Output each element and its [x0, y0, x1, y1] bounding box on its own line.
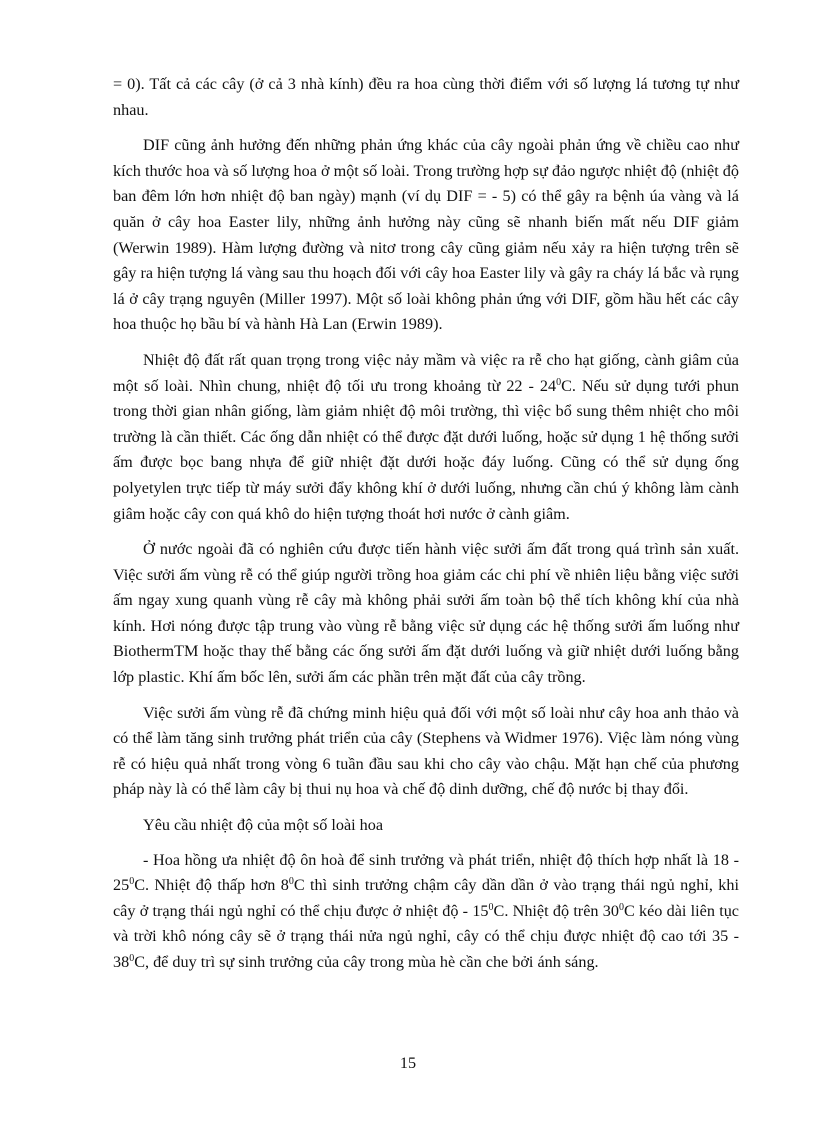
- page-number: 15: [399, 1054, 417, 1072]
- paragraph-continuation: = 0). Tất cả các cây (ở cả 3 nhà kính) đều ra hoa cùng thời điểm với số lượng lá tương tự như nhau.: [113, 75, 739, 119]
- paragraph-root-zone-heating: Việc sưởi ấm vùng rễ đã chứng minh hiệu quả đối với một số loài như cây hoa anh thảo và có thể làm tăng sinh trưởng phát triển của cây (Stephens và Widmer 1976). Việc làm nóng vùng rễ có hiệu quả nhất trong vòng 6 tuần đầu sau khi cho cây vào chậu. Mặt hạn chế của phương pháp này là có thể làm cây bị thui nụ hoa và chế độ dinh dưỡng, chế độ nước bị thay đổi.: [113, 703, 739, 799]
- paragraph-soil-temperature: Nhiệt độ đất rất quan trọng trong việc nảy mầm và việc ra rễ cho hạt giống, cành giâm của một số loài. Nhìn chung, nhiệt độ tối ưu trong khoảng từ $22 - 24^0C$. Nếu sử dụng tưới phun trong thời gian nhân giống, làm giảm nhiệt độ môi trường, thì việc bổ sung thêm nhiệt cho môi trường là cần thiết. Các ống dẫn nhiệt có thể được đặt dưới luống, hoặc sử dụng 1 hệ thống sưởi ấm được bọc bang nhựa để giữ nhiệt đặt dưới hoặc đáy luống. Cũng có thể sử dụng ống polyetylen trực tiếp từ máy sưởi đẩy không khí ở dưới luống, nhưng cần chú ý không làm cành giâm hoặc cây con quá khô do hiện tượng thoát hơi nước ở cành giâm.: [113, 350, 740, 523]
- paragraph-rose-temperature: - Hoa hồng ưa nhiệt độ ôn hoà để sinh trưởng và phát triển, nhiệt độ thích hợp nhất là $18 - 25^0C$. Nhiệt độ thấp hơn $8^0C$ thì sinh trưởng chậm cây dần dần ở vào trạng thái ngủ nghỉ, khi cây ở trạng thái ngủ nghỉ có thể chịu được ở nhiệt độ - $15^0C$. Nhiệt độ trên $30^0C$ kéo dài liên tục và trời khô nóng cây sẽ ở trạng thái nửa ngủ nghỉ, cây có thể chịu được nhiệt độ cao tới $35 - 38^0C$, để duy trì sự sinh trưởng của cây trong mùa hè cần che bởi ánh sáng.: [113, 850, 739, 971]
- document-page: [113, 72, 739, 986]
- paragraph-soil-heating-abroad: Ở nước ngoài đã có nghiên cứu được tiến hành việc sưởi ấm đất trong quá trình sản xuất. Việc sưởi ấm vùng rễ có thể giúp người trồng hoa giảm các chi phí về nhiên liệu bằng việc sưởi ấm ngay xung quanh vùng rễ cây mà không phải sưởi ấm toàn bộ thể tích không khí của nhà kính. Hơi nóng được tập trung vào vùng rễ bằng việc sử dụng các hệ thống sưởi ấm luống như BiothermTM hoặc thay thế bằng các ống sưởi ấm đặt dưới luống và giữ nhiệt dưới luống bằng lớp plastic. Khí ấm bốc lên, sưởi ấm các phần trên mặt đất của cây trồng.: [113, 540, 739, 687]
- paragraph-dif-effects: DIF cũng ảnh hưởng đến những phản ứng khác của cây ngoài phản ứng về chiều cao như kích thước hoa và số lượng hoa ở một số loài. Trong trường hợp sự đảo ngược nhiệt độ (nhiệt độ ban đêm lớn hơn nhiệt độ ban ngày) mạnh (ví dụ DIF = - 5) có thể gây ra bệnh úa vàng và lá quăn ở cây hoa Easter lily, những ảnh hưởng này cũng sẽ nhanh biến mất nếu DIF giảm (Werwin 1989). Hàm lượng đường và nitơ trong cây cũng giảm nếu xảy ra hiện tượng trên sẽ gây ra hiện tượng lá vàng sau thu hoạch đối với cây hoa Easter lily và gây ra cháy lá bắc và rụng lá ở cây trạng nguyên (Miller 1997). Một số loài không phản ứng với DIF, gồm hầu hết các cây hoa thuộc họ bầu bí và hành Hà Lan (Erwin 1989).: [113, 136, 739, 334]
- section-heading: Yêu cầu nhiệt độ của một số loài hoa: [143, 816, 384, 835]
